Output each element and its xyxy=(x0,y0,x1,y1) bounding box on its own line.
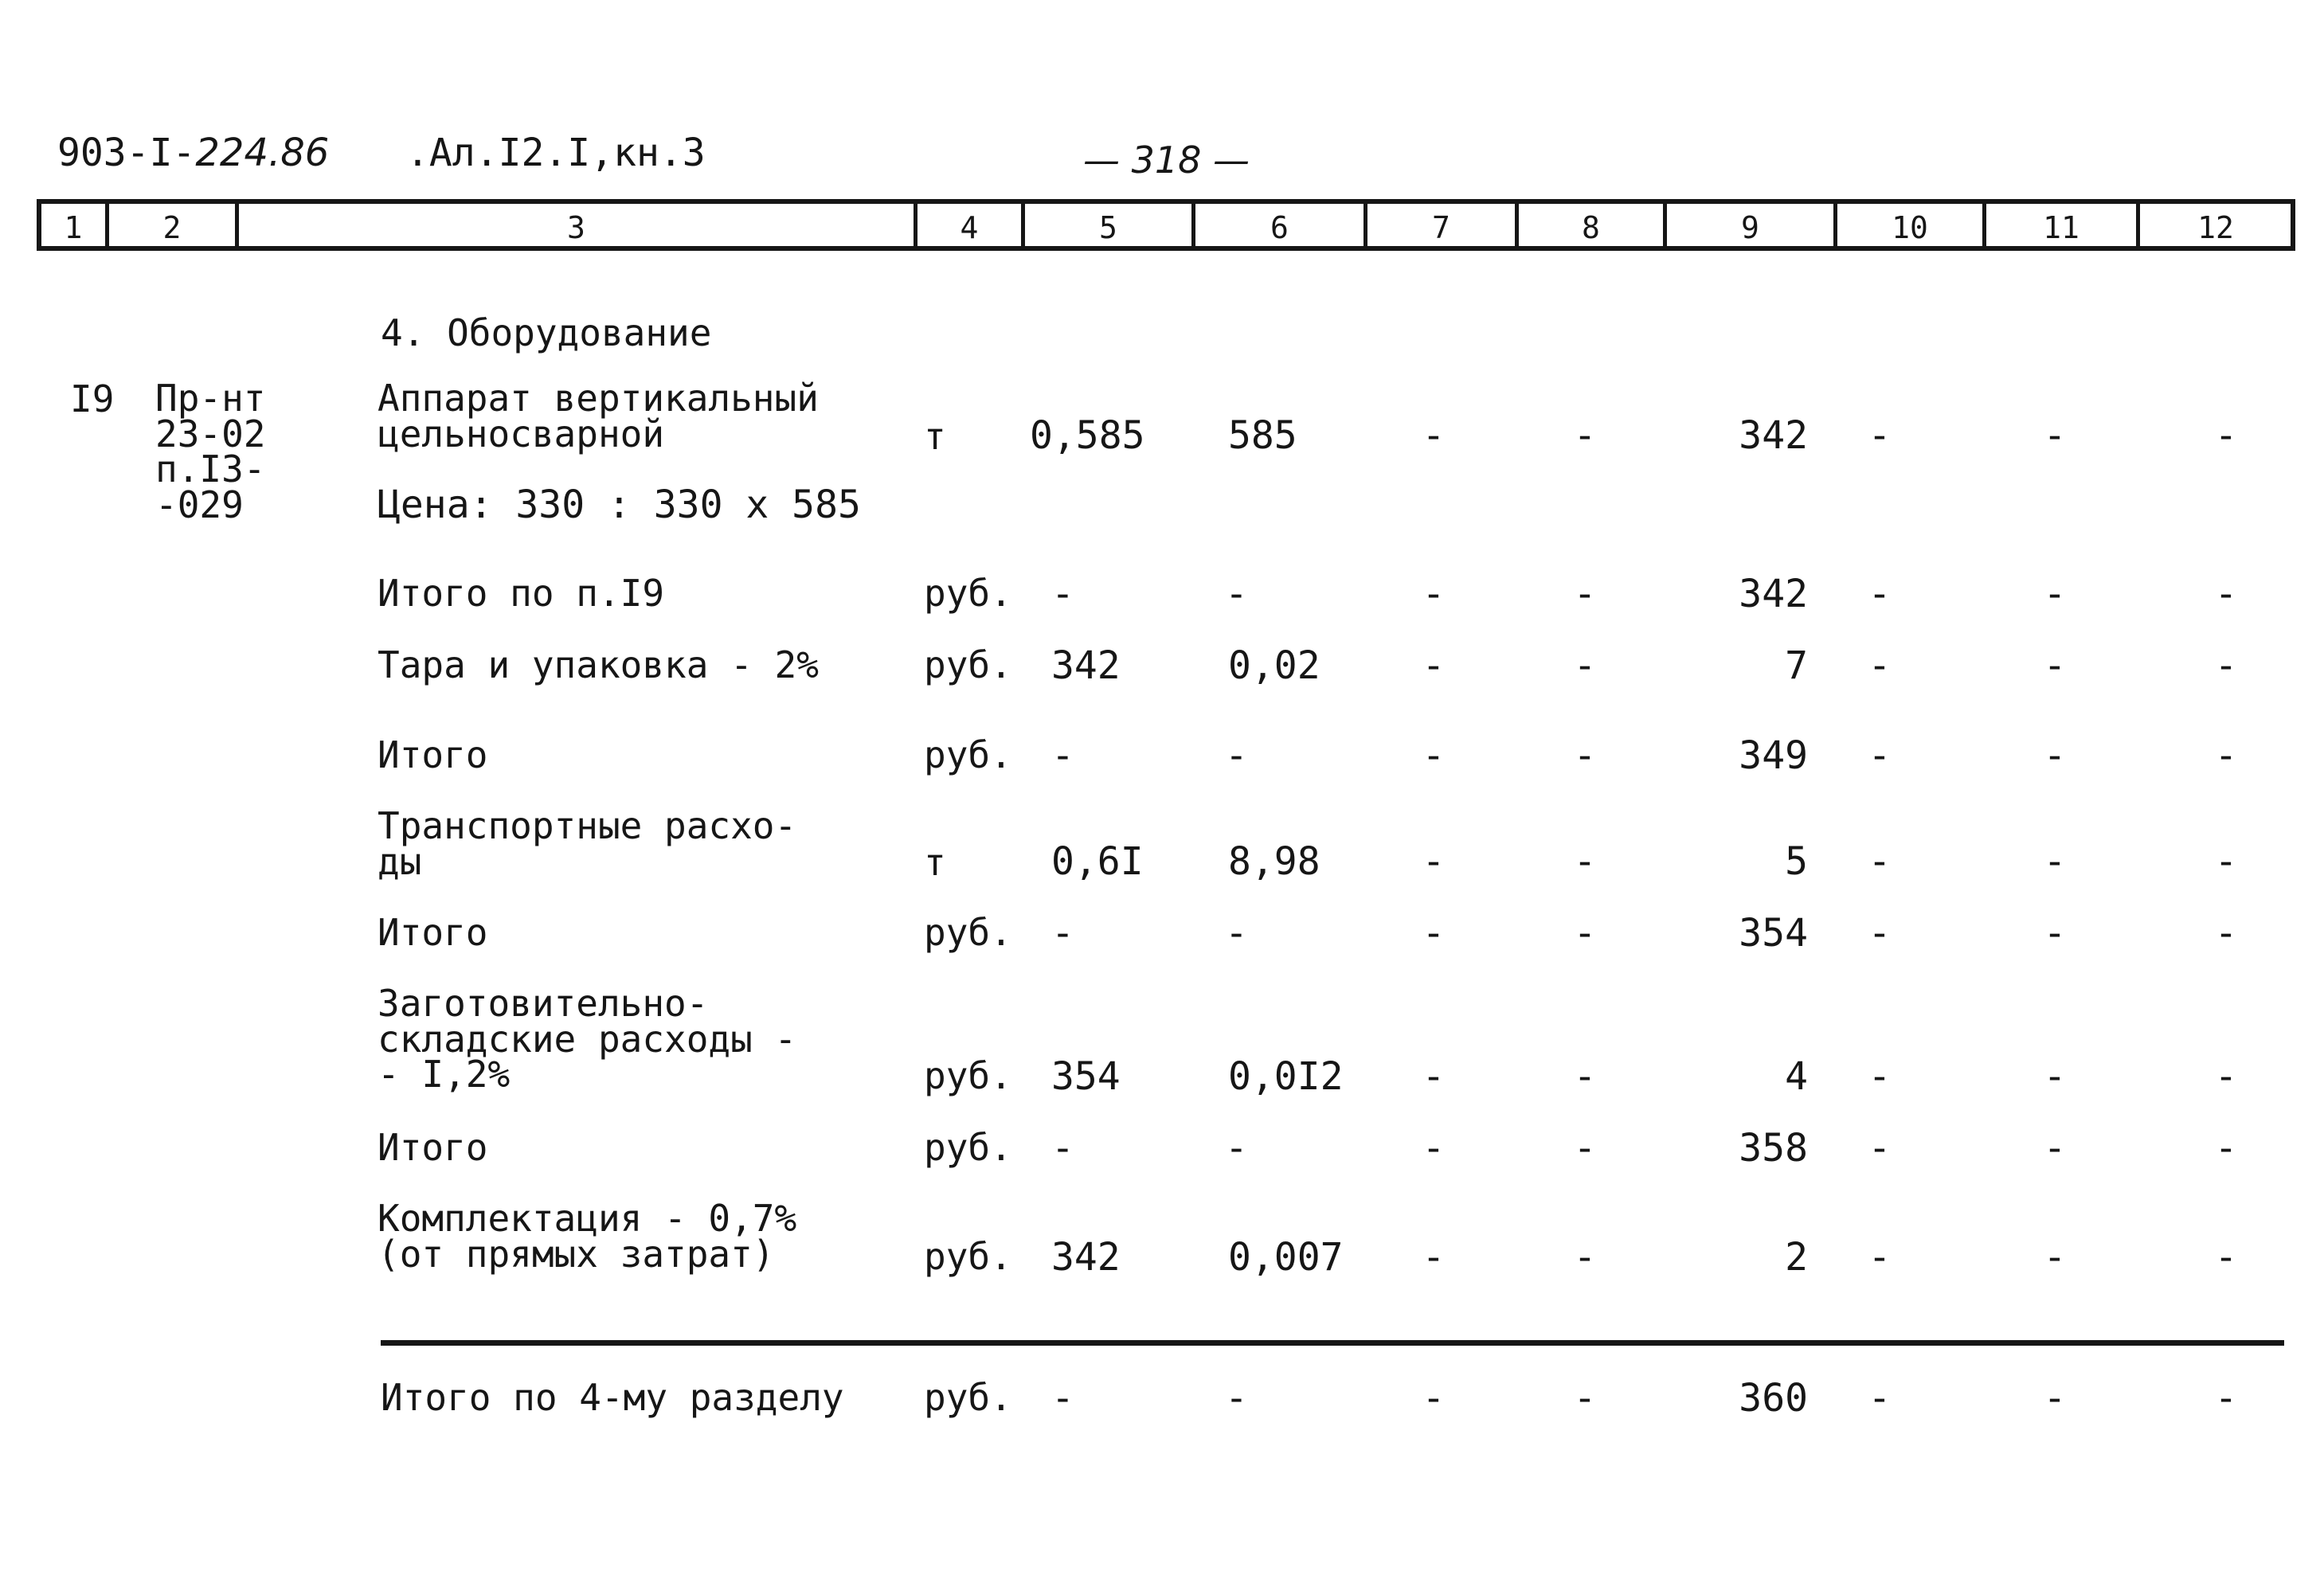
column-number: 9 xyxy=(1741,210,1759,245)
row-col6: 0,007 xyxy=(1228,1235,1344,1280)
row-unit: руб. xyxy=(924,911,1012,954)
row-col6: - xyxy=(1225,733,1248,778)
row-col5: - xyxy=(1051,572,1074,616)
row-col8: - xyxy=(1573,839,1597,884)
row-col7: - xyxy=(1422,1235,1446,1280)
row-col10: - xyxy=(1868,911,1892,956)
column-number: 7 xyxy=(1432,210,1450,245)
column-number: 12 xyxy=(2197,210,2234,245)
row-col5: 342 xyxy=(1051,643,1121,688)
row-col8: - xyxy=(1573,911,1597,956)
row-col9: 354 xyxy=(1739,911,1808,956)
row-col11: - xyxy=(2043,643,2067,688)
row-name xyxy=(378,804,797,883)
price-formula: Цена: 330 : 330 х 585 xyxy=(378,483,861,527)
row-col9: 349 xyxy=(1739,733,1808,778)
row-col8: - xyxy=(1573,733,1597,778)
row-name xyxy=(378,982,797,1096)
reference-line: 23-02 xyxy=(155,412,266,455)
row-col11: - xyxy=(2043,1376,2067,1421)
row-col6: 0,02 xyxy=(1228,643,1320,688)
row-col9: 5 xyxy=(1785,839,1808,884)
row-col5: - xyxy=(1051,1126,1074,1171)
item-unit-price: 585 xyxy=(1228,413,1297,458)
row-name: Итого по п.I9 xyxy=(378,572,665,615)
row-col8: - xyxy=(1573,1376,1597,1421)
column-number: 1 xyxy=(64,210,83,245)
row-col12: - xyxy=(2214,911,2238,956)
item-col11: - xyxy=(2043,413,2067,458)
row-unit: руб. xyxy=(924,1126,1012,1169)
row-col12: - xyxy=(2214,1054,2238,1099)
column-header-row xyxy=(37,199,2295,251)
row-col12: - xyxy=(2214,1235,2238,1280)
row-col10: - xyxy=(1868,1054,1892,1099)
column-number: 6 xyxy=(1270,210,1289,245)
document-number-printed: 903-I- xyxy=(57,131,196,175)
item-col8: - xyxy=(1573,413,1597,458)
album-reference: .Ал.I2.I,кн.3 xyxy=(406,131,706,175)
row-col7: - xyxy=(1422,643,1446,688)
page-number: — 318 — xyxy=(1083,139,1250,182)
reference-line: -029 xyxy=(155,483,244,526)
row-name: Итого xyxy=(378,1126,488,1169)
row-col10: - xyxy=(1868,733,1892,778)
row-col9: 2 xyxy=(1785,1235,1808,1280)
row-name: Тара и упаковка - 2% xyxy=(378,643,819,686)
column-number: 8 xyxy=(1582,210,1600,245)
row-col5: 354 xyxy=(1051,1054,1121,1099)
row-col11: - xyxy=(2043,1126,2067,1171)
item-unit: т xyxy=(924,415,946,458)
row-name: Итого по 4-му разделу xyxy=(381,1376,844,1419)
row-name-line: складские расходы - xyxy=(378,1017,797,1061)
row-col10: - xyxy=(1868,572,1892,616)
row-unit: руб. xyxy=(924,1054,1012,1097)
row-name-line: ды xyxy=(378,839,422,883)
row-col7: - xyxy=(1422,839,1446,884)
row-name-line: Транспортные расхо- xyxy=(378,804,797,847)
row-unit: руб. xyxy=(924,643,1012,686)
row-unit: т xyxy=(924,841,946,884)
item-number: I9 xyxy=(70,377,115,420)
row-col6: - xyxy=(1225,572,1248,616)
item-name-line: Аппарат вертикальный xyxy=(378,377,819,420)
row-col12: - xyxy=(2214,1126,2238,1171)
row-unit: руб. xyxy=(924,1235,1012,1278)
row-col10: - xyxy=(1868,1376,1892,1421)
row-col6: - xyxy=(1225,911,1248,956)
reference-line: п.I3- xyxy=(155,448,266,491)
row-col9: 7 xyxy=(1785,643,1808,688)
row-col11: - xyxy=(2043,572,2067,616)
row-col8: - xyxy=(1573,572,1597,616)
row-col10: - xyxy=(1868,1235,1892,1280)
row-col5: 0,6I xyxy=(1051,839,1144,884)
row-col5: 342 xyxy=(1051,1235,1121,1280)
row-col12: - xyxy=(2214,733,2238,778)
row-col5: - xyxy=(1051,911,1074,956)
row-unit: руб. xyxy=(924,1376,1012,1419)
row-name-line: - I,2% xyxy=(378,1053,511,1096)
row-name-line: (от прямых затрат) xyxy=(378,1232,775,1276)
row-name-line: Комплектация - 0,7% xyxy=(378,1197,797,1240)
item-quantity: 0,585 xyxy=(1030,413,1145,458)
row-col12: - xyxy=(2214,1376,2238,1421)
row-col9: 4 xyxy=(1785,1054,1808,1099)
row-col6: - xyxy=(1225,1376,1248,1421)
row-col11: - xyxy=(2043,911,2067,956)
row-unit: руб. xyxy=(924,572,1012,615)
row-col7: - xyxy=(1422,572,1446,616)
item-col10: - xyxy=(1868,413,1892,458)
column-number: 10 xyxy=(1892,210,1928,245)
row-col11: - xyxy=(2043,733,2067,778)
document-number-handwritten: 224.86 xyxy=(195,131,330,175)
total-divider xyxy=(381,1340,2284,1346)
section-title: 4. Оборудование xyxy=(381,311,712,354)
row-col11: - xyxy=(2043,1054,2067,1099)
row-col5: - xyxy=(1051,1376,1074,1421)
column-number: 2 xyxy=(162,210,182,245)
row-name-line: Заготовительно- xyxy=(378,982,709,1025)
row-col12: - xyxy=(2214,643,2238,688)
row-col7: - xyxy=(1422,1054,1446,1099)
row-col10: - xyxy=(1868,643,1892,688)
row-name xyxy=(378,1197,797,1276)
row-col8: - xyxy=(1573,1235,1597,1280)
document-number xyxy=(57,131,330,175)
row-col7: - xyxy=(1422,733,1446,778)
column-number: 4 xyxy=(960,210,979,245)
item-col7: - xyxy=(1422,413,1446,458)
item-total: 342 xyxy=(1739,413,1808,458)
row-col7: - xyxy=(1422,911,1446,956)
row-col6: 8,98 xyxy=(1228,839,1320,884)
row-col6: - xyxy=(1225,1126,1248,1171)
row-col10: - xyxy=(1868,839,1892,884)
item-name-line: цельносварной xyxy=(378,412,665,455)
row-col11: - xyxy=(2043,839,2067,884)
row-col12: - xyxy=(2214,572,2238,616)
row-col9: 360 xyxy=(1739,1376,1808,1421)
item-reference xyxy=(155,377,266,526)
row-name: Итого xyxy=(378,733,488,776)
reference-line: Пр-нт xyxy=(155,377,266,420)
column-number: 5 xyxy=(1099,210,1117,245)
item-col12: - xyxy=(2214,413,2238,458)
row-col7: - xyxy=(1422,1126,1446,1171)
row-col11: - xyxy=(2043,1235,2067,1280)
row-col6: 0,0I2 xyxy=(1228,1054,1344,1099)
row-col10: - xyxy=(1868,1126,1892,1171)
row-col8: - xyxy=(1573,1054,1597,1099)
row-col5: - xyxy=(1051,733,1074,778)
row-name: Итого xyxy=(378,911,488,954)
item-name xyxy=(378,377,819,455)
row-col9: 358 xyxy=(1739,1126,1808,1171)
row-unit: руб. xyxy=(924,733,1012,776)
row-col7: - xyxy=(1422,1376,1446,1421)
row-col8: - xyxy=(1573,1126,1597,1171)
column-number: 3 xyxy=(567,210,585,245)
row-col9: 342 xyxy=(1739,572,1808,616)
column-number: 11 xyxy=(2043,210,2079,245)
row-col8: - xyxy=(1573,643,1597,688)
row-col12: - xyxy=(2214,839,2238,884)
